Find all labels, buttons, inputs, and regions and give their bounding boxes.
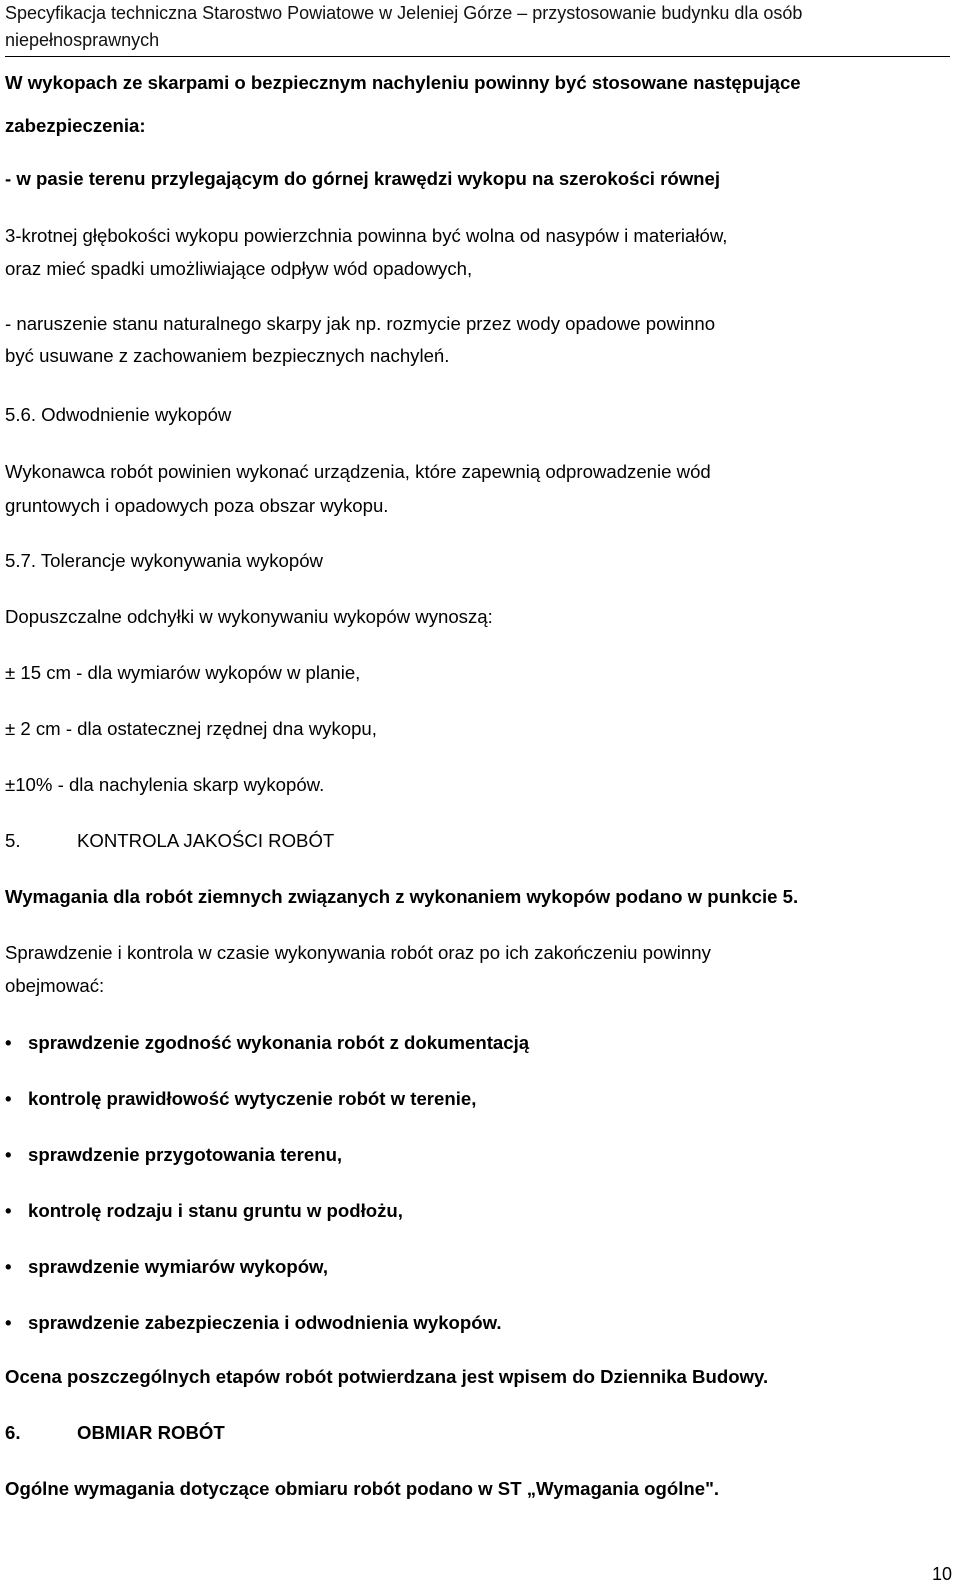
section-6-number: 6. <box>5 1422 21 1443</box>
bullet-6-text: sprawdzenie zabezpieczenia i odwodnienia wykopów. <box>28 1312 502 1333</box>
section-6-heading <box>5 1422 225 1444</box>
bullet-6-marker: • <box>5 1312 12 1333</box>
assessment-text: Ocena poszczególnych etapów robót potwierdzana jest wpisem do Dziennika Budowy. <box>5 1366 769 1387</box>
p3-line-1: - naruszenie stanu naturalnego skarpy jak np. rozmycie przez wody opadowe powinno <box>5 313 716 334</box>
bullet-3-text: sprawdzenie przygotowania terenu, <box>28 1144 343 1165</box>
s6-general: Ogólne wymagania dotyczące obmiaru robót podano w ST „Wymagania ogólne". <box>5 1478 720 1499</box>
bullet-1-text: sprawdzenie zgodność wykonania robót z dokumentacją <box>28 1032 530 1053</box>
s5-requirements: Wymagania dla robót ziemnych związanych z wykonaniem wykopów podano w punkcie 5. <box>5 886 799 907</box>
section-5-7-title: 5.7. Tolerancje wykonywania wykopów <box>5 550 323 571</box>
section-5-number: 5. <box>5 830 21 851</box>
p1-line-1: W wykopach ze skarpami o bezpiecznym nachyleniu powinny być stosowane następujące <box>5 72 801 93</box>
tolerance-3: ±10% - dla nachylenia skarp wykopów. <box>5 774 325 795</box>
section-5-heading <box>5 830 334 852</box>
s56-line-2: gruntowych i opadowych poza obszar wykopu. <box>5 495 389 516</box>
bullet-3-marker: • <box>5 1144 12 1165</box>
s56-line-1: Wykonawca robót powinien wykonać urządzenia, które zapewnią odprowadzenie wód <box>5 461 711 482</box>
s5-check-line-2: obejmować: <box>5 975 105 996</box>
p1-line-2: zabezpieczenia: <box>5 115 146 136</box>
s57-intro: Dopuszczalne odchyłki w wykonywaniu wykopów wynoszą: <box>5 606 493 627</box>
bullet-4-text: kontrolę rodzaju i stanu gruntu w podłożu, <box>28 1200 403 1221</box>
section-5-6-title: 5.6. Odwodnienie wykopów <box>5 404 232 425</box>
bullet-2-marker: • <box>5 1088 12 1109</box>
p2-line-2: 3-krotnej głębokości wykopu powierzchnia powinna być wolna od nasypów i materiałów, <box>5 225 728 246</box>
bullet-5-marker: • <box>5 1256 12 1277</box>
bullet-2-text: kontrolę prawidłowość wytyczenie robót w terenie, <box>28 1088 477 1109</box>
p3-line-2: być usuwane z zachowaniem bezpiecznych nachyleń. <box>5 345 450 366</box>
page-header <box>5 0 950 57</box>
page-number: 10 <box>931 1564 952 1584</box>
bullet-5-text: sprawdzenie wymiarów wykopów, <box>28 1256 328 1277</box>
tolerance-1: ± 15 cm - dla wymiarów wykopów w planie, <box>5 662 361 683</box>
section-6-title: OBMIAR ROBÓT <box>77 1422 225 1443</box>
bullet-4-marker: • <box>5 1200 12 1221</box>
p2-line-1: - w pasie terenu przylegającym do górnej krawędzi wykopu na szerokości równej <box>5 168 721 189</box>
section-5-title: KONTROLA JAKOŚCI ROBÓT <box>77 830 335 851</box>
p2-line-3: oraz mieć spadki umożliwiające odpływ wód opadowych, <box>5 258 473 279</box>
s5-check-line-1: Sprawdzenie i kontrola w czasie wykonywania robót oraz po ich zakończeniu powinny <box>5 942 711 963</box>
bullet-1-marker: • <box>5 1032 12 1053</box>
tolerance-2: ± 2 cm - dla ostatecznej rzędnej dna wykopu, <box>5 718 377 739</box>
header-line-2: niepełnosprawnych <box>5 30 160 50</box>
header-line-1: Specyfikacja techniczna Starostwo Powiatowe w Jeleniej Górze – przystosowanie budynku dla osób <box>5 3 803 23</box>
